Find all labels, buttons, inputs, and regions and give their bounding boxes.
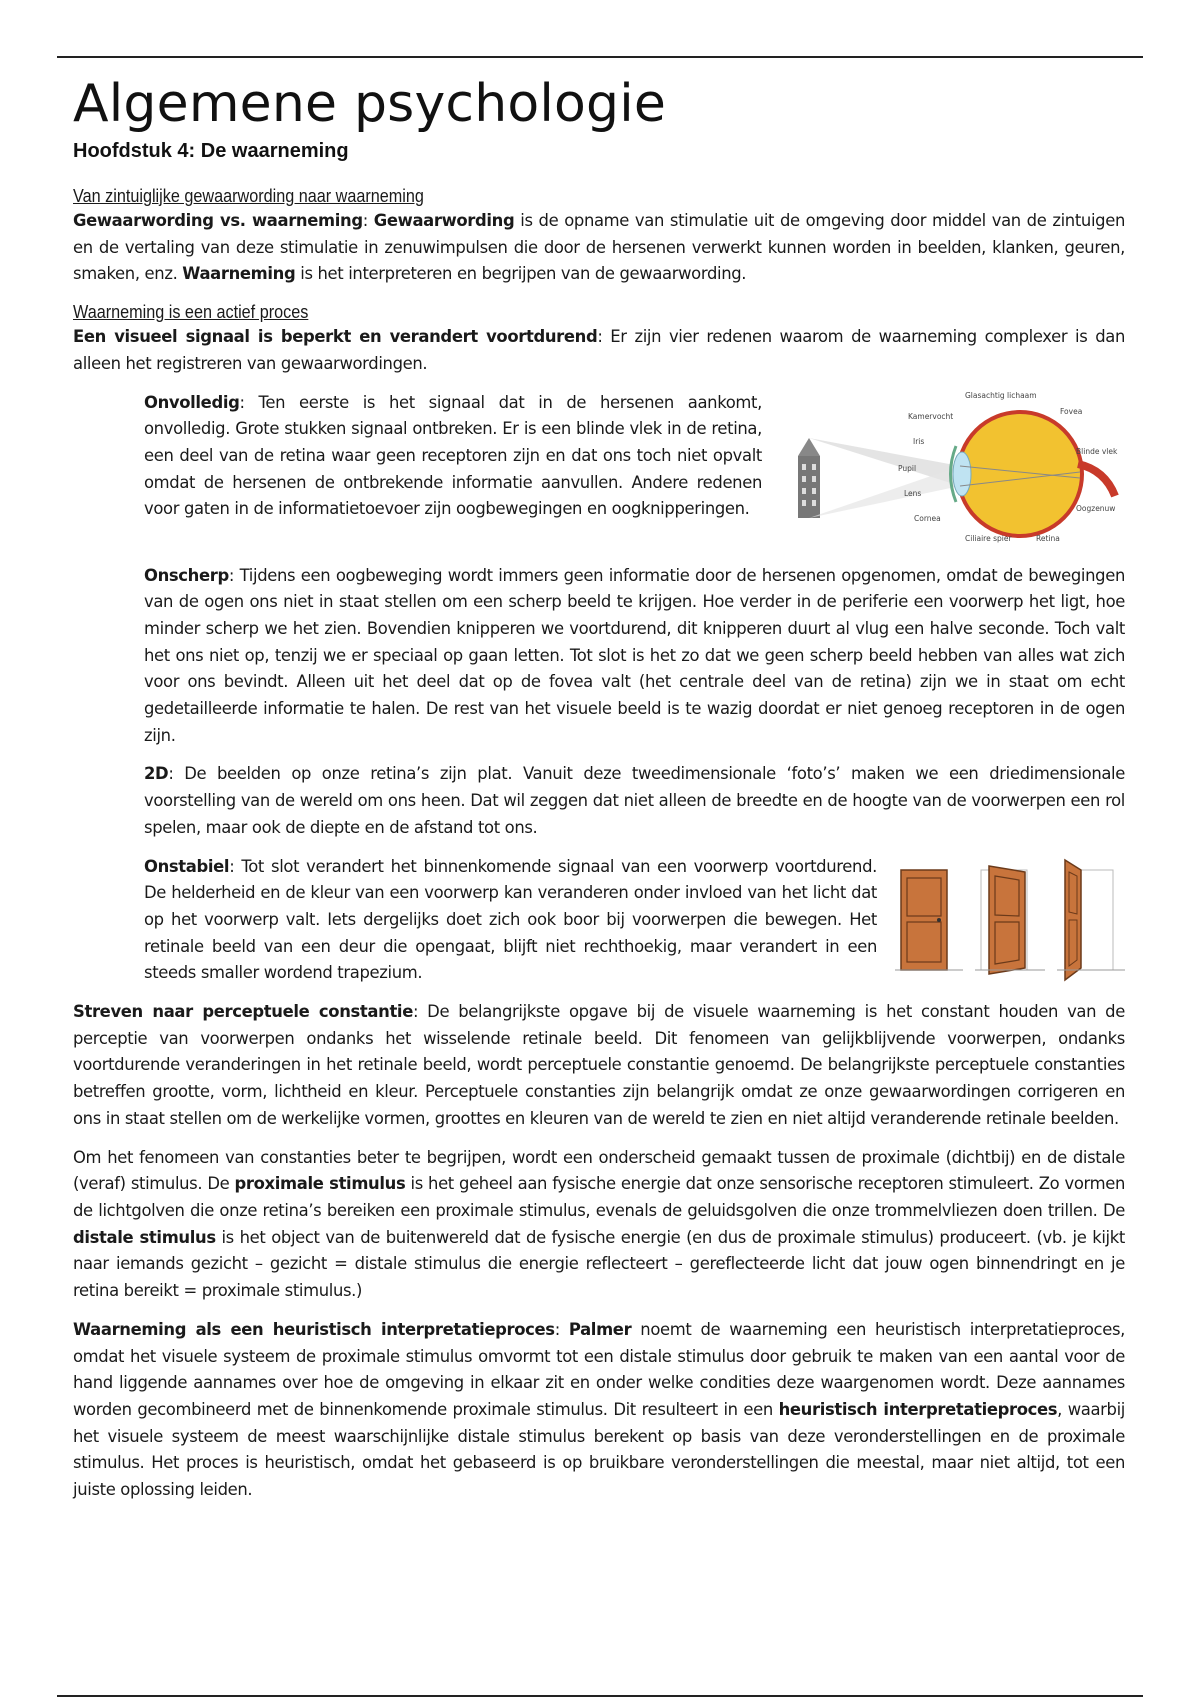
door-closed-icon xyxy=(895,870,963,970)
eye-anatomy-diagram xyxy=(780,386,1125,551)
paragraph-onstabiel: Onstabiel: Tot slot verandert het binnenkomende signaal van een voorwerp voortdurend. De helderheid en de kleur van een voorwerp kan veranderen onder invloed van het licht dat op het voorwerp valt. Iets dergelijks doet zich ook boor bij voorwerpen die bewegen. Het retinale beeld van een deur die opengaat, blijft niet rechthoekig, maar verandert in een steeds smaller wordend trapezium. xyxy=(144,856,877,983)
paragraph-visueel-signaal: Een visueel signaal is beperkt en verandert voortdurend: Er zijn vier redenen waarom de waarneming complexer is dan alleen het registreren van gewaarwordingen. xyxy=(73,327,1125,373)
building-icon xyxy=(798,438,820,518)
label-retina: Retina xyxy=(1036,533,1060,543)
label-ciliaire: Ciliaire spier xyxy=(965,533,1012,543)
chapter-subtitle: Hoofdstuk 4: De waarneming xyxy=(73,140,349,162)
term-perceptuele-constantie: Streven naar perceptuele constantie xyxy=(73,1002,413,1022)
door-opening-diagram xyxy=(895,858,1125,983)
section-heading-gewaarwording: Van zintuiglijke gewaarwording naar waarneming xyxy=(73,186,424,206)
paragraph-gewaarwording: Gewaarwording vs. waarneming: Gewaarwording is de opname van stimulatie uit de omgeving door middel van de zintuigen en de vertaling van deze stimulatie in zenuwimpulsen die door de hersenen verwerkt kunnen worden in beelden, klanken, geuren, smaken, enz. Waarneming is het interpreteren en begrijpen van de gewaarwording. xyxy=(73,211,1125,284)
term-proximale-stimulus: proximale stimulus xyxy=(234,1174,406,1194)
paragraph-2d: 2D: De beelden op onze retina’s zijn plat. Vanuit deze tweedimensionale ‘foto’s’ maken we een driedimensionale voorstelling van de wereld om ons heen. Dat wil zeggen dat niet alleen de breedte en de hoogte van de voorwerpen een rol spelen, maar ook de diepte en de afstand tot ons. xyxy=(144,764,1125,837)
eye-lens xyxy=(953,452,971,496)
term-distale-stimulus: distale stimulus xyxy=(73,1227,216,1247)
label-fovea: Fovea xyxy=(1060,406,1083,416)
label-lens: Lens xyxy=(904,488,922,498)
term-heuristisch-2: heuristisch interpretatieproces xyxy=(778,1399,1058,1419)
onstabiel-block xyxy=(144,854,1125,988)
label-cornea: Cornea xyxy=(914,513,941,523)
paragraph-heuristisch: Waarneming als een heuristisch interpretatieproces: Palmer noemt de waarneming een heuristisch interpretatieproces, omdat het visuele systeem de proximale stimulus omvormt tot een distale stimulus door gebruik te maken van een aantal voor de hand liggende aannames over hoe de omgeving in elkaar zit en onder welke condities deze waargenomen wordt. Deze aannames worden gecombineerd met de binnenkomende proximale stimulus. Dit resulteert in een heuristisch interpretatieproces, waarbij het visuele systeem de meest waarschijnlijke distale stimulus berekent op basis van deze veronderstellingen en de proximale stimulus. Het proces is heuristisch, omdat het gebaseerd is op bruikbare veronderstellingen die meestal, maar niet altijd, tot een juiste oplossing leiden. xyxy=(73,1319,1126,1500)
term-onstabiel: Onstabiel xyxy=(144,856,230,876)
door-open-icon xyxy=(1057,860,1125,980)
section-heading-actief-proces: Waarneming is een actief proces xyxy=(73,302,309,323)
term-gewaarwording-vs-waarneming: Gewaarwording vs. waarneming xyxy=(73,211,363,230)
top-rule xyxy=(57,56,1143,58)
term-onvolledig: Onvolledig xyxy=(144,392,240,412)
label-pupil: Pupil xyxy=(898,463,917,473)
label-glasachtig: Glasachtig lichaam xyxy=(965,390,1037,400)
label-iris: Iris xyxy=(913,436,925,446)
door-half-open-icon xyxy=(975,866,1045,974)
term-2d: 2D xyxy=(144,764,169,784)
paragraph-perceptuele-constantie: Streven naar perceptuele constantie: De belangrijkste opgave bij de visuele waarneming is het constant houden van de perceptie van voorwerpen ondanks het wisselende retinale beeld. Dit fenomeen van gelijkblijvende voorwerpen, ondanks voortdurende veranderingen in het retinale beeld, wordt perceptuele constantie genoemd. De belangrijkste perceptuele constanties betreffen grootte, vorm, lichtheid en kleur. Perceptuele constanties zijn belangrijk omdat ze onze gewaarwordingen corrigeren en ons in staat stellen om de werkelijke vormen, groottes en kleuren van de wereld te zien en niet altijd veranderende retinale beelden. xyxy=(73,1002,1125,1128)
document-page xyxy=(73,70,1125,1516)
onvolledig-block xyxy=(144,390,1125,551)
document-title: Algemene psychologie xyxy=(73,74,667,134)
paragraph-onvolledig: Onvolledig: Ten eerste is het signaal dat in de hersenen aankomt, onvolledig. Grote stukken signaal ontbreken. Er is een blinde vlek in de retina, een deel van de retina waar geen receptoren zijn en dat ons toch niet opvalt omdat de hersenen de ontbrekende informatie aanvullen. Andere redenen voor gaten in de informatietoevoer zijn oogbewegingen en oogknipperingen. xyxy=(144,392,762,519)
label-blinde-vlek: Blinde vlek xyxy=(1076,446,1118,456)
bottom-rule xyxy=(57,1695,1143,1697)
paragraph-onscherp: Onscherp: Tijdens een oogbeweging wordt immers geen informatie door de hersenen opgenomen, omdat de bewegingen van de ogen ons niet in staat stellen om een scherp beeld te krijgen. Hoe verder in de periferie een voorwerp het ligt, hoe minder scherp we het zien. Bovendien knipperen we voortdurend, dit knipperen duurt al vlug een halve seconde. Toch valt het ons niet op, tenzij we er speciaal op gaan letten. Tot slot is het zo dat we geen scherp beeld hebben van alles wat zich voor ons bevindt. Alleen uit het deel dat op de fovea valt (het centrale deel van de retina) zijn we in staat om echt gedetailleerde informatie te halen. De rest van het visuele beeld is te wazig doordat er niet genoeg receptoren in de ogen zijn. xyxy=(144,565,1125,745)
term-visueel-signaal: Een visueel signaal is beperkt en verandert voortdurend xyxy=(73,327,598,347)
label-kamervocht: Kamervocht xyxy=(908,411,954,421)
term-palmer: Palmer xyxy=(568,1319,632,1339)
term-heuristisch-interpretatieproces: Waarneming als een heuristisch interpretatieproces xyxy=(73,1319,555,1339)
term-onscherp: Onscherp xyxy=(144,565,229,585)
label-oogzenuw: Oogzenuw xyxy=(1076,503,1116,513)
paragraph-proximale-distale: Om het fenomeen van constanties beter te begrijpen, wordt een onderscheid gemaakt tussen de proximale (dichtbij) en de distale (veraf) stimulus. De proximale stimulus is het geheel aan fysische energie dat onze sensorische receptoren stimuleert. Zo vormen de lichtgolven die onze retina’s bereiken een proximale stimulus, evenals de geluidsgolven die onze trommelvliezen doen trillen. De distale stimulus is het object van de buitenwereld dat de fysische energie (en dus de proximale stimulus) produceert. (vb. je kijkt naar iemands gezicht – gezicht = distale stimulus die energie reflecteert – gereflecteerde licht dat jouw ogen binnendringt en je retina bereikt = proximale stimulus.) xyxy=(73,1147,1125,1301)
